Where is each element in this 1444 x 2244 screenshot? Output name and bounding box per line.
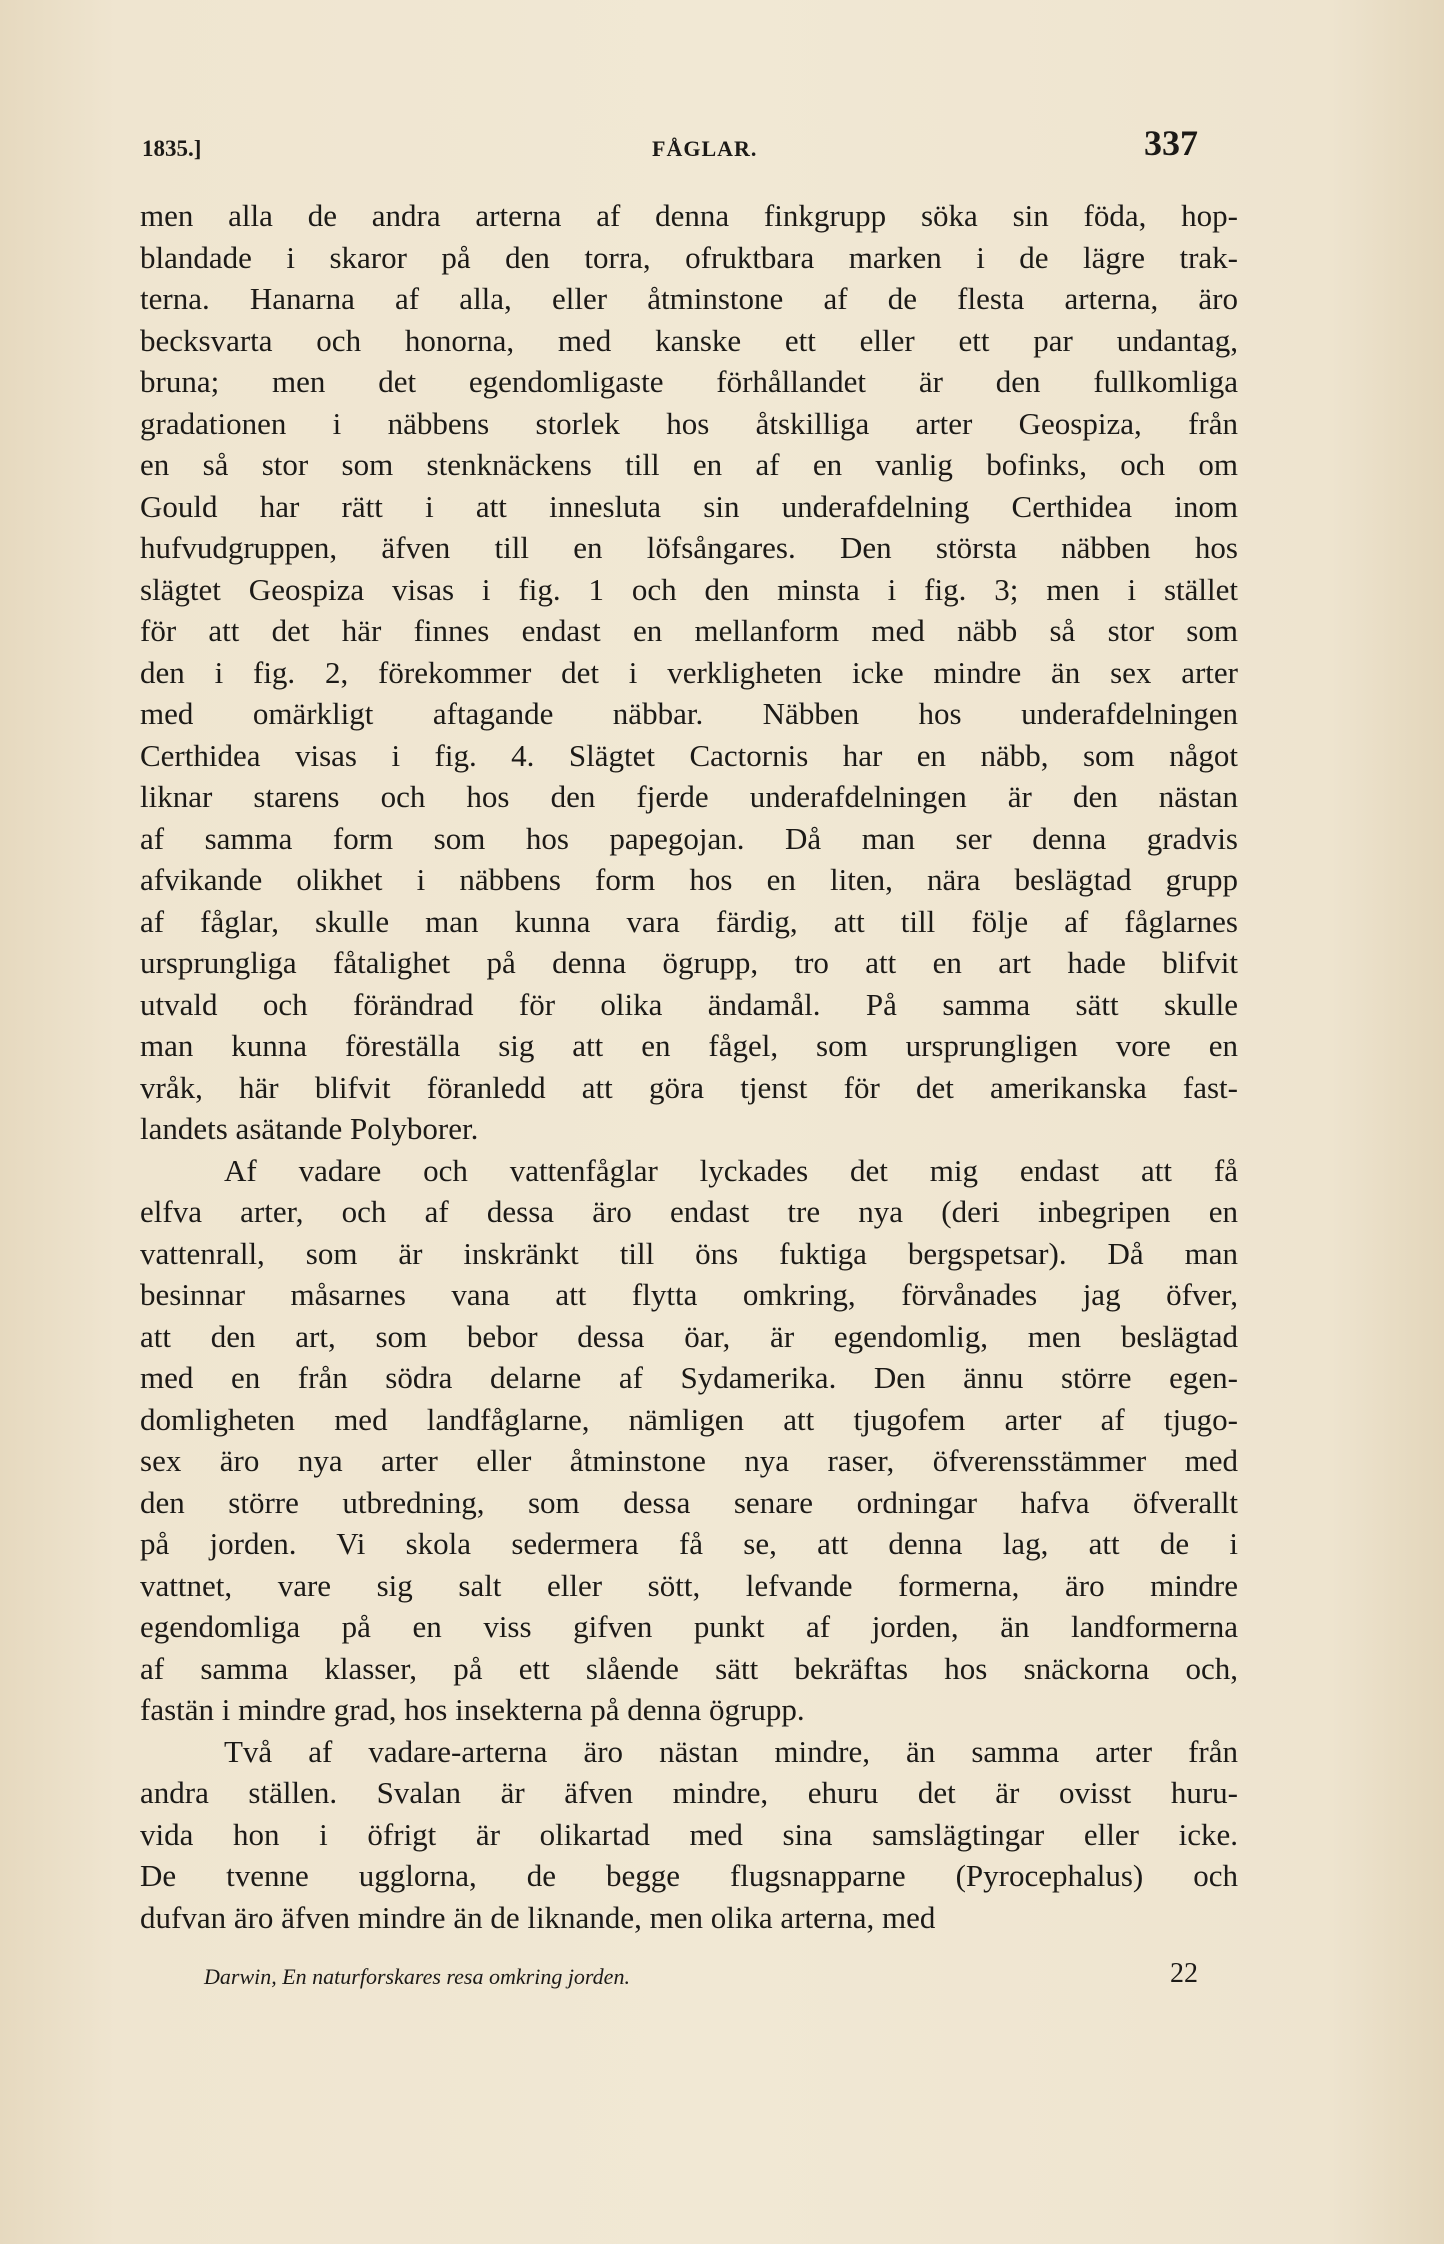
text-line: vråk, här blifvit föranledd att göra tjenst för det amerikanska fast- (140, 1069, 1238, 1105)
text-line: af fåglar, skulle man kunna vara färdig, att till följe af fåglarnes (140, 903, 1238, 939)
text-line: vattenrall, som är inskränkt till öns fuktiga bergspetsar). Då man (140, 1235, 1238, 1271)
text-line: dufvan äro äfven mindre än de liknande, men olika arterna, med (140, 1899, 936, 1935)
text-line: Certhidea visas i fig. 4. Slägtet Cactornis har en näbb, som något (140, 737, 1238, 773)
body-text (140, 195, 1238, 1938)
text-line: men alla de andra arterna af denna finkgrupp söka sin föda, hop- (140, 198, 1238, 233)
text-line: andra ställen. Svalan är äfven mindre, ehuru det är ovisst huru- (140, 1775, 1238, 1810)
text-line: bruna; men det egendomligaste förhållandet är den fullkomliga (140, 364, 1238, 399)
text-line: för att det här finnes endast en mellanform med näbb så stor som (140, 613, 1238, 648)
running-header (140, 122, 1198, 172)
header-year: 1835.] (142, 136, 202, 161)
header-title: FÅGLAR. (652, 136, 758, 161)
paragraph (140, 1150, 1238, 1731)
text-line: vida hon i öfrigt är olikartad med sina samslägtingar eller icke. (140, 1816, 1238, 1852)
text-line: gradationen i näbbens storlek hos åtskilliga arter Geospiza, från (140, 405, 1238, 441)
text-line: med omärkligt aftagande näbbar. Näbben hos underafdelningen (140, 696, 1238, 731)
paragraph (140, 195, 1238, 1150)
text-line: fastän i mindre grad, hos insekterna på denna ögrupp. (140, 1692, 805, 1727)
text-line: De tvenne ugglorna, de begge flugsnapparne (Pyrocephalus) och (140, 1858, 1238, 1893)
text-line: utvald och förändrad för olika ändamål. På samma sätt skulle (140, 986, 1238, 1022)
text-line: på jorden. Vi skola sedermera få se, att denna lag, att de i (140, 1526, 1238, 1561)
paragraph (140, 1731, 1238, 1939)
text-line: man kunna föreställa sig att en fågel, som ursprungligen vore en (140, 1028, 1238, 1063)
text-line: egendomliga på en viss gifven punkt af jorden, än landformerna (140, 1609, 1238, 1644)
text-line: elfva arter, och af dessa äro endast tre nya (deri inbegripen en (140, 1194, 1238, 1229)
text-line: af samma form som hos papegojan. Då man ser denna gradvis (140, 820, 1238, 856)
text-line: Två af vadare-arterna äro nästan mindre, än samma arter från (224, 1733, 1238, 1769)
footer-signature: Darwin, En naturforskares resa omkring jorden. (204, 1964, 630, 1989)
text-line: en så stor som stenknäckens till en af en vanlig bofinks, och om (140, 447, 1238, 482)
text-line: hufvudgruppen, äfven till en löfsångares. Den största näbben hos (140, 530, 1238, 565)
text-line: den i fig. 2, förekommer det i verkligheten icke mindre än sex arter (140, 654, 1238, 690)
sheet-number: 22 (1170, 1958, 1198, 1989)
page-footer (140, 1958, 1198, 1998)
text-line: Af vadare och vattenfåglar lyckades det mig endast att få (224, 1152, 1238, 1188)
text-line: besinnar måsarnes vana att flytta omkring, förvånades jag öfver, (140, 1277, 1238, 1312)
text-line: afvikande olikhet i näbbens form hos en liten, nära beslägtad grupp (140, 862, 1238, 897)
text-line: den större utbredning, som dessa senare ordningar hafva öfverallt (140, 1484, 1238, 1520)
text-line: af samma klasser, på ett slående sätt bekräftas hos snäckorna och, (140, 1650, 1238, 1686)
text-line: blandade i skaror på den torra, ofruktbara marken i de lägre trak- (140, 239, 1238, 275)
text-line: domligheten med landfåglarne, nämligen att tjugofem arter af tjugo- (140, 1401, 1238, 1437)
text-line: becksvarta och honorna, med kanske ett eller ett par undantag, (140, 322, 1238, 358)
text-line: med en från södra delarne af Sydamerika. Den ännu större egen- (140, 1360, 1238, 1395)
text-line: ursprungliga fåtalighet på denna ögrupp, tro att en art hade blifvit (140, 945, 1238, 980)
text-line: Gould har rätt i att innesluta sin underafdelning Certhidea inom (140, 488, 1238, 524)
text-line: sex äro nya arter eller åtminstone nya raser, öfverensstämmer med (140, 1443, 1238, 1478)
page-number: 337 (1144, 123, 1198, 163)
text-line: landets asätande Polyborer. (140, 1111, 479, 1146)
text-line: slägtet Geospiza visas i fig. 1 och den minsta i fig. 3; men i stället (140, 571, 1238, 607)
text-line: att den art, som bebor dessa öar, är egendomlig, men beslägtad (140, 1318, 1238, 1354)
text-line: terna. Hanarna af alla, eller åtminstone af de flesta arterna, äro (140, 281, 1238, 316)
text-line: liknar starens och hos den fjerde underafdelningen är den nästan (140, 779, 1238, 814)
text-line: vattnet, vare sig salt eller sött, lefvande formerna, äro mindre (140, 1567, 1238, 1603)
